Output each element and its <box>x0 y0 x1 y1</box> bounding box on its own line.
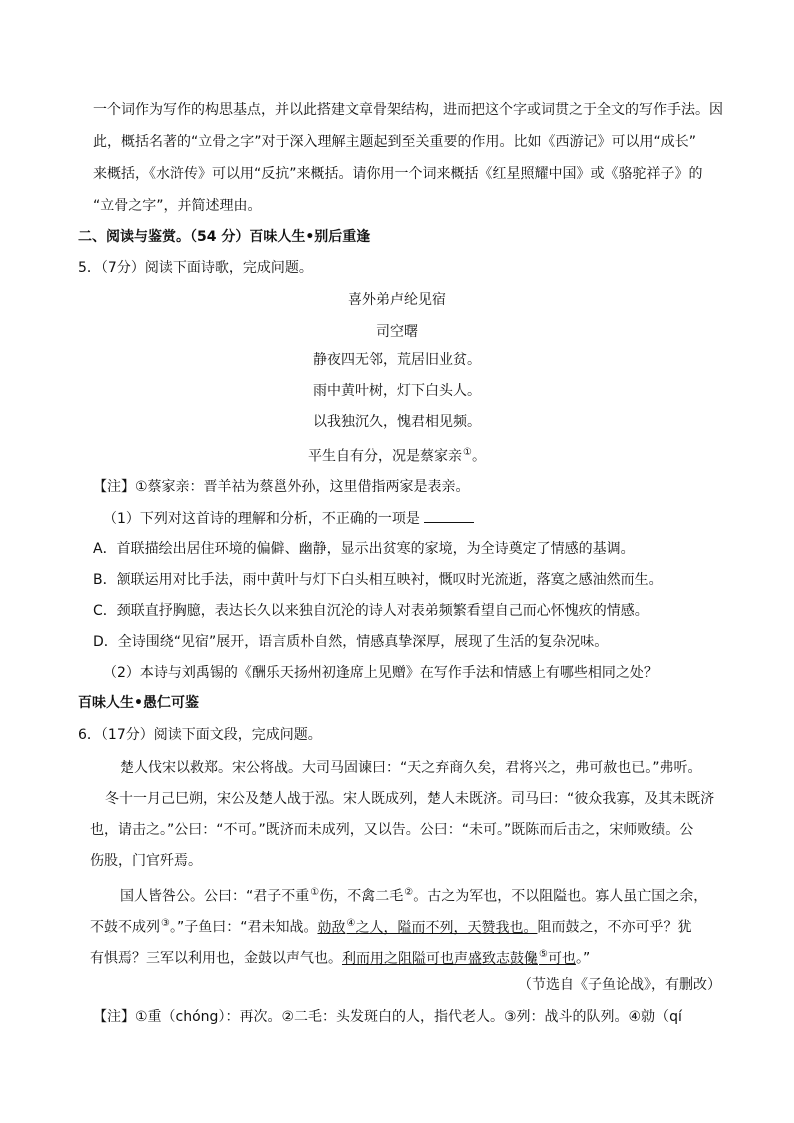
passage-paragraph-2-line-1: 冬十一月己巳朔，宋公及楚人战于泓。宋人既成列，楚人未既济。司马曰：“彼众我寡，及其未既济 <box>105 791 715 807</box>
q4-text-line-3: 来概括，《水浒传》可以用“反抗”来概括。请你用一个词来概括《红星照耀中国》或《骆驼祥子》的 <box>93 166 703 182</box>
option-d: D．全诗围绕“见宿”展开，语言质朴自然，情感真挚深厚，展现了生活的复杂况味。 <box>93 634 609 650</box>
passage-paragraph-2-line-2: 也，请击之。”公曰：“不可。”既济而未成列，又以告。公曰：“未可。”既陈而后击之，宋师败绩。公 <box>90 822 694 838</box>
passage-paragraph-1: 楚人伐宋以救郑。宋公将战。大司马固谏曰：“天之弃商久矣，君将兴之，弗可赦也已。”弗听。 <box>120 760 702 776</box>
question-5-stem: 5．（7分）阅读下面诗歌，完成问题。 <box>78 260 313 276</box>
poem-line-2: 雨中黄叶树，灯下白头人。 <box>313 383 481 399</box>
poem-line-4: 平生自有分，况是蔡家亲①。 <box>308 447 486 465</box>
answer-blank[interactable] <box>424 508 474 523</box>
passage-note: 【注】①重（chóng）：再次。②二毛：头发斑白的人，指代老人。③列：战斗的队列。④勍（qí <box>93 1009 682 1025</box>
question-6-stem: 6．（17分）阅读下面文段，完成问题。 <box>78 727 322 743</box>
underlined-sentence-2: 利而用之阻隘可也声盛致志鼓儳⑤可也 <box>342 949 576 967</box>
section-heading: 二、阅读与鉴赏。（54 分）百味人生•别后重逢 <box>78 229 371 245</box>
option-b: B．颔联运用对比手法，雨中黄叶与灯下白头相互映衬，慨叹时光流逝，落寞之感油然而生。 <box>93 572 663 588</box>
q4-text-line-4: “立骨之字”，并简述理由。 <box>93 198 262 214</box>
underlined-sentence-1: 勍敌④之人，隘而不列，天赞我也。 <box>317 918 538 936</box>
question-5-sub-2: （2）本诗与刘禹锡的《酬乐天扬州初逢席上见赠》在写作手法和情感上有哪些相同之处？ <box>103 665 658 681</box>
option-c: C．颈联直抒胸臆，表达长久以来独自沉沦的诗人对表弟频繁看望自己而心怀愧疚的情感。 <box>93 603 649 619</box>
q4-text-line-1: 一个词作为写作的构思基点，并以此搭建文章骨架结构，进而把这个字或词贯之于全文的写作手法。因 <box>93 102 723 118</box>
poem-title: 喜外弟卢纶见宿 <box>348 292 446 308</box>
poem-note: 【注】①蔡家亲：晋羊祜为蔡邕外孙，这里借指两家是表亲。 <box>93 479 470 495</box>
question-5-sub-1: （1）下列对这首诗的理解和分析，不正确的一项是 <box>103 508 474 529</box>
option-a: A．首联描绘出居住环境的偏僻、幽静，显示出贫寒的家境，为全诗奠定了情感的基调。 <box>93 541 635 557</box>
q4-text-line-2: 此，概括名著的“立骨之字”对于深入理解主题起到至关重要的作用。比如《西游记》可以用“成长” <box>93 134 697 150</box>
passage-paragraph-3-line-3: 有惧焉？三军以利用也，金鼓以声气也。利而用之阻隘可也声盛致志鼓儳⑤可也。” <box>90 949 591 967</box>
poem-line-1: 静夜四无邻，荒居旧业贫。 <box>313 352 481 368</box>
section-heading-2: 百味人生•愚仁可鉴 <box>78 695 199 711</box>
passage-paragraph-3-line-2: 不鼓不成列③。”子鱼曰：“君未知战。勍敌④之人，隘而不列，天赞我也。阻而鼓之，不亦可乎？犹 <box>90 918 692 936</box>
poem-line-3: 以我独沉久，愧君相见频。 <box>313 414 481 430</box>
passage-paragraph-3-line-1: 国人皆咎公。公曰：“君子不重①伤，不禽二毛②。古之为军也，不以阻隘也。寡人虽亡国之余， <box>120 887 708 905</box>
poem-author: 司空曙 <box>376 324 418 340</box>
passage-source: （节选自《子鱼论战》，有删改） <box>518 977 721 993</box>
passage-paragraph-2-line-3: 伤股，门官歼焉。 <box>90 853 202 869</box>
